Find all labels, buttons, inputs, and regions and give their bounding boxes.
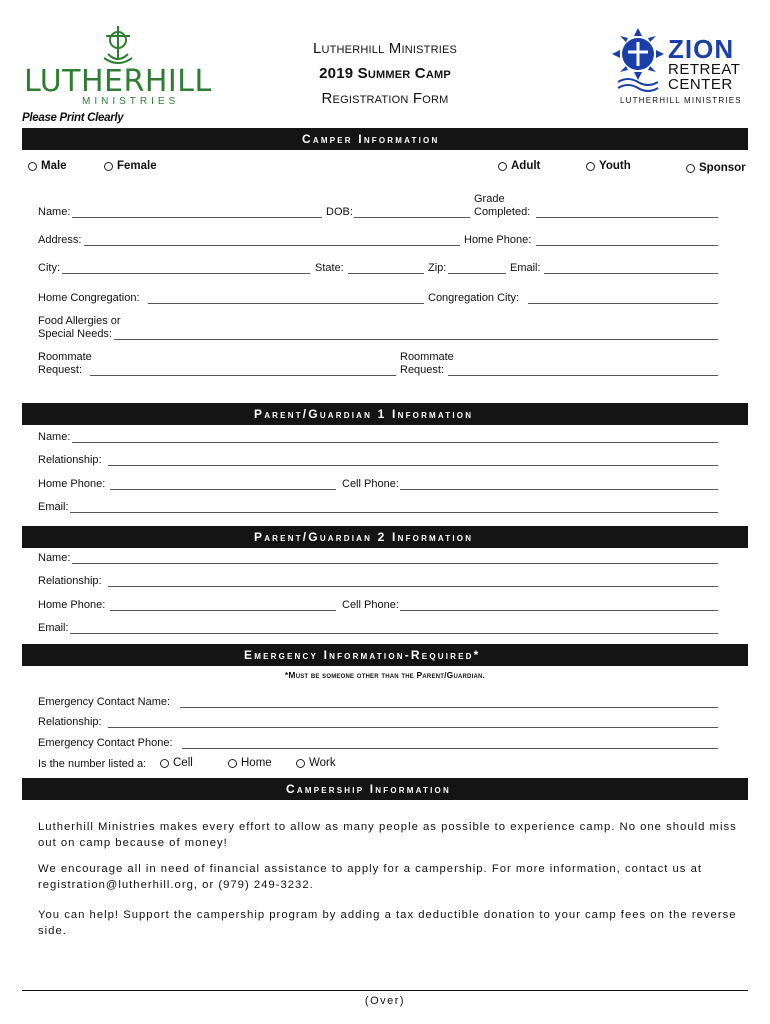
parent2-cell-phone-label: Cell Phone: xyxy=(342,599,399,611)
print-clearly-note: Please Print Clearly xyxy=(22,112,124,124)
emergency-contact-name-field[interactable] xyxy=(180,707,718,708)
radio-circle-icon xyxy=(586,162,595,171)
radio-circle-icon xyxy=(104,162,113,171)
emergency-heading: Emergency Information-Required* xyxy=(244,648,481,662)
logo-right-center: CENTER xyxy=(668,76,733,93)
title-organization: Lutherhill Ministries xyxy=(312,40,458,57)
camper-congregation-city-field[interactable] xyxy=(528,303,718,304)
logo-right-sub: LUTHERHILL MINISTRIES xyxy=(620,96,742,105)
roommate-2-field[interactable] xyxy=(448,375,718,376)
emergency-note: *Must be someone other than the Parent/Guardian. xyxy=(284,670,486,680)
camper-congregation-field[interactable] xyxy=(148,303,424,304)
roommate-2-label-1: Roommate xyxy=(400,351,454,363)
footer-rule xyxy=(22,990,748,991)
campership-paragraph-2: We encourage all in need of financial assistance to apply for a campership. For more information, contact us at registration@lutherhill.org, or (979) 249-3232. xyxy=(38,863,703,891)
camper-grade-field[interactable] xyxy=(536,217,718,218)
radio-circle-icon xyxy=(296,759,305,768)
camper-allergies-label-2: Special Needs: xyxy=(38,328,112,340)
parent1-heading: Parent/Guardian 1 Information xyxy=(254,407,474,421)
roommate-1-label-2: Request: xyxy=(38,364,83,376)
logo-left-sub: MINISTRIES xyxy=(82,96,180,107)
camper-address-label: Address: xyxy=(38,234,82,246)
camper-grade-label-1: Grade xyxy=(474,193,505,205)
parent2-cell-phone-field[interactable] xyxy=(400,610,718,611)
emergency-contact-phone-label: Emergency Contact Phone: xyxy=(38,737,173,749)
parent2-relationship-label: Relationship: xyxy=(38,575,102,587)
camper-congregation-label: Home Congregation: xyxy=(38,292,140,304)
parent1-email-field[interactable] xyxy=(70,512,718,513)
radio-male[interactable]: Male xyxy=(28,160,67,172)
camper-allergies-label-1: Food Allergies or xyxy=(38,315,121,327)
campership-paragraph-1: Lutherhill Ministries makes every effort to allow as many people as possible to experience camp. No one should miss out on camp because of money! xyxy=(38,821,737,849)
logo-right-retreat: RETREAT xyxy=(668,61,741,78)
logo-right-zion: ZION xyxy=(668,34,735,64)
campership-paragraph-3: You can help! Support the campership program by adding a tax deductible donation to your camp fees on the reverse side. xyxy=(38,909,737,937)
camper-email-field[interactable] xyxy=(544,273,718,274)
radio-cell[interactable]: Cell xyxy=(160,757,193,769)
radio-home[interactable]: Home xyxy=(228,757,272,769)
radio-circle-icon xyxy=(498,162,507,171)
roommate-1-field[interactable] xyxy=(90,375,396,376)
campership-heading: Campership Information xyxy=(286,782,451,796)
parent2-name-label: Name: xyxy=(38,552,71,564)
camper-city-label: City: xyxy=(38,262,60,274)
radio-youth[interactable]: Youth xyxy=(586,160,631,172)
camper-state-field[interactable] xyxy=(348,273,424,274)
roommate-1-label-1: Roommate xyxy=(38,351,92,363)
parent2-name-field[interactable] xyxy=(72,563,718,564)
parent1-relationship-label: Relationship: xyxy=(38,454,102,466)
title-camp: 2019 Summer Camp xyxy=(319,65,451,82)
radio-sponsor[interactable]: Sponsor xyxy=(686,162,746,174)
parent1-relationship-field[interactable] xyxy=(108,465,718,466)
camper-allergies-field[interactable] xyxy=(114,339,718,340)
emergency-contact-name-label: Emergency Contact Name: xyxy=(38,696,171,708)
camper-state-label: State: xyxy=(315,262,344,274)
over-note: (Over) xyxy=(364,995,406,1007)
radio-circle-icon xyxy=(28,162,37,171)
logo-left-text: LUTHERHILL xyxy=(24,64,212,99)
camper-name-label: Name: xyxy=(38,206,71,218)
parent2-relationship-field[interactable] xyxy=(108,586,718,587)
parent1-name-label: Name: xyxy=(38,431,71,443)
radio-work[interactable]: Work xyxy=(296,757,336,769)
camper-zip-label: Zip: xyxy=(428,262,447,274)
camper-name-field[interactable] xyxy=(72,217,322,218)
parent1-email-label: Email: xyxy=(38,501,69,513)
radio-circle-icon xyxy=(228,759,237,768)
camper-dob-label: DOB: xyxy=(326,206,353,218)
campership-section-bar xyxy=(22,778,748,800)
radio-female[interactable]: Female xyxy=(104,160,157,172)
camper-home-phone-label: Home Phone: xyxy=(464,234,532,246)
parent1-cell-phone-label: Cell Phone: xyxy=(342,478,399,490)
roommate-2-label-2: Request: xyxy=(400,364,445,376)
radio-circle-icon xyxy=(160,759,169,768)
parent2-home-phone-label: Home Phone: xyxy=(38,599,106,611)
camper-home-phone-field[interactable] xyxy=(536,245,718,246)
parent1-name-field[interactable] xyxy=(72,442,718,443)
parent1-home-phone-label: Home Phone: xyxy=(38,478,106,490)
number-type-label: Is the number listed a: xyxy=(38,758,147,770)
camper-heading: Camper Information xyxy=(302,132,440,146)
parent1-home-phone-field[interactable] xyxy=(110,489,336,490)
emergency-relationship-field[interactable] xyxy=(108,727,718,728)
camper-city-field[interactable] xyxy=(62,273,310,274)
emergency-section-bar xyxy=(22,644,748,666)
camper-address-field[interactable] xyxy=(84,245,460,246)
parent2-email-label: Email: xyxy=(38,622,69,634)
radio-circle-icon xyxy=(686,164,695,173)
emergency-relationship-label: Relationship: xyxy=(38,716,102,728)
parent2-home-phone-field[interactable] xyxy=(110,610,336,611)
camper-email-label: Email: xyxy=(510,262,541,274)
parent1-section-bar xyxy=(22,403,748,425)
camper-congregation-city-label: Congregation City: xyxy=(428,292,520,304)
camper-grade-label-2: Completed: xyxy=(474,206,531,218)
parent2-email-field[interactable] xyxy=(70,633,718,634)
radio-adult[interactable]: Adult xyxy=(498,160,540,172)
emergency-contact-phone-field[interactable] xyxy=(182,748,718,749)
camper-zip-field[interactable] xyxy=(448,273,506,274)
zion-retreat-logo xyxy=(610,24,750,108)
camper-dob-field[interactable] xyxy=(354,217,470,218)
parent1-cell-phone-field[interactable] xyxy=(400,489,718,490)
camper-section-bar xyxy=(22,128,748,150)
title-form: Registration Form xyxy=(321,90,449,107)
parent2-heading: Parent/Guardian 2 Information xyxy=(254,530,474,544)
parent2-section-bar xyxy=(22,526,748,548)
